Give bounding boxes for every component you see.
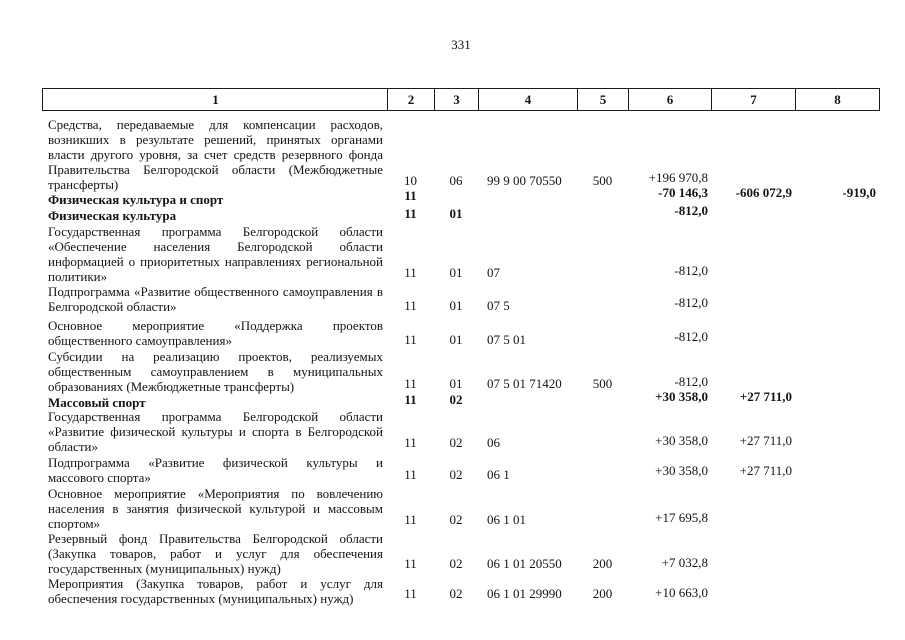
target-item-code: 07 5 01 71420	[487, 376, 562, 391]
target-item-code: 07 5	[487, 298, 510, 313]
expense-type-code: 500	[592, 376, 613, 391]
section-code: 11	[404, 188, 417, 203]
target-item-code: 07	[487, 265, 500, 280]
description-line: общественным самоуправлением в муниципальных	[48, 364, 383, 379]
description-line: массового спорта»	[48, 470, 151, 485]
table-header	[42, 88, 880, 111]
section-code: 11	[404, 586, 417, 601]
description-line: Государственная программа Белгородской области	[48, 409, 383, 424]
row-description	[48, 455, 383, 485]
subsection-code: 02	[449, 467, 463, 482]
row-description	[48, 486, 383, 531]
description-line: Субсидии на реализацию проектов, реализуемых	[48, 349, 383, 364]
target-item-code: 06 1 01 20550	[487, 556, 562, 571]
amount-col-6: +196 970,8	[648, 170, 708, 185]
amount-col-6: -812,0	[674, 263, 708, 278]
amount-col-6: +30 358,0	[655, 463, 708, 478]
description-line: политики»	[48, 269, 108, 284]
header-cell-2: 2	[387, 89, 434, 110]
description-line: Белгородской области»	[48, 299, 177, 314]
description-line: Правительства Белгородской области (Межбюджетные	[48, 162, 383, 177]
expense-type-code: 200	[592, 556, 613, 571]
description-line: (Закупка товаров, работ и услуг для обеспечения	[48, 546, 383, 561]
amount-col-6: -70 146,3	[658, 185, 708, 200]
row-description	[48, 409, 383, 454]
description-line: государственных (муниципальных) нужд)	[48, 561, 281, 576]
row-description	[48, 531, 383, 576]
subsection-code: 01	[449, 265, 463, 280]
description-line: Физическая культура	[48, 208, 177, 223]
amount-col-7: +27 711,0	[739, 433, 792, 448]
target-item-code: 07 5 01	[487, 332, 526, 347]
section-code: 11	[404, 376, 417, 391]
description-line: Подпрограмма «Развитие общественного самоуправления в	[48, 284, 383, 299]
description-line: «Обеспечение населения Белгородской области	[48, 239, 383, 254]
subsection-code: 01	[449, 332, 463, 347]
description-line: Резервный фонд Правительства Белгородской области	[48, 531, 383, 546]
target-item-code: 06 1	[487, 467, 510, 482]
row-description	[48, 318, 383, 348]
amount-col-6: +30 358,0	[655, 433, 708, 448]
target-item-code: 99 9 00 70550	[487, 173, 562, 188]
description-line: Средства, передаваемые для компенсации расходов,	[48, 117, 383, 132]
description-line: трансферты)	[48, 177, 119, 192]
description-line: спортом»	[48, 516, 101, 531]
subsection-code: 02	[449, 435, 463, 450]
subsection-code: 01	[449, 206, 463, 221]
section-code: 11	[404, 512, 417, 527]
description-line: «Развитие физической культуры и спорта в Белгородской	[48, 424, 383, 439]
amount-col-6: +30 358,0	[655, 389, 708, 404]
description-line: населения в занятия физической культурой и массовым	[48, 501, 383, 516]
subsection-code: 02	[449, 512, 463, 527]
section-code: 11	[404, 435, 417, 450]
amount-col-6: +7 032,8	[661, 555, 708, 570]
subsection-code: 02	[449, 556, 463, 571]
row-description	[48, 395, 383, 410]
section-code: 11	[404, 265, 417, 280]
description-line: Основное мероприятие «Мероприятия по вовлечению	[48, 486, 383, 501]
description-line: власти другого уровня, за счет средств резервного фонда	[48, 147, 383, 162]
subsection-code: 01	[449, 376, 463, 391]
description-line: Массовый спорт	[48, 395, 146, 410]
target-item-code: 06	[487, 435, 500, 450]
description-line: Мероприятия (Закупка товаров, работ и услуг для	[48, 576, 383, 591]
section-code: 11	[404, 332, 417, 347]
description-line: области»	[48, 439, 98, 454]
amount-col-6: +17 695,8	[655, 510, 708, 525]
amount-col-7: +27 711,0	[739, 389, 792, 404]
description-line: Подпрограмма «Развитие физической культуры и	[48, 455, 383, 470]
subsection-code: 06	[449, 173, 463, 188]
section-code: 11	[404, 467, 417, 482]
header-cell-5: 5	[577, 89, 628, 110]
row-description	[48, 117, 383, 192]
subsection-code: 02	[449, 392, 463, 407]
amount-col-6: -812,0	[674, 374, 708, 389]
amount-col-7: +27 711,0	[739, 463, 792, 478]
description-line: информацией о приоритетных направлениях региональной	[48, 254, 383, 269]
page-number: 331	[451, 37, 471, 52]
description-line: Государственная программа Белгородской области	[48, 224, 383, 239]
row-description	[48, 284, 383, 314]
header-cell-7: 7	[711, 89, 795, 110]
amount-col-6: -812,0	[674, 203, 708, 218]
amount-col-7: -606 072,9	[735, 185, 792, 200]
header-cell-4: 4	[478, 89, 577, 110]
description-line: образованиях (Межбюджетные трансферты)	[48, 379, 295, 394]
subsection-code: 01	[449, 298, 463, 313]
section-code: 10	[404, 173, 417, 188]
section-code: 11	[404, 206, 417, 221]
expense-type-code: 200	[592, 586, 613, 601]
amount-col-6: -812,0	[674, 329, 708, 344]
expense-type-code: 500	[592, 173, 613, 188]
amount-col-6: -812,0	[674, 295, 708, 310]
header-cell-8: 8	[795, 89, 879, 110]
row-description	[48, 576, 383, 606]
row-description	[48, 224, 383, 284]
amount-col-6: +10 663,0	[655, 585, 708, 600]
header-cell-3: 3	[434, 89, 478, 110]
section-code: 11	[404, 556, 417, 571]
section-code: 11	[404, 298, 417, 313]
description-line: возникших в результате решений, принятых органами	[48, 132, 383, 147]
row-description	[48, 192, 383, 207]
description-line: обеспечения государственных (муниципальных) нужд)	[48, 591, 354, 606]
target-item-code: 06 1 01	[487, 512, 526, 527]
subsection-code: 02	[449, 586, 463, 601]
target-item-code: 06 1 01 29990	[487, 586, 562, 601]
row-description	[48, 349, 383, 394]
amount-col-8: -919,0	[842, 185, 876, 200]
row-description	[48, 208, 383, 223]
description-line: Физическая культура и спорт	[48, 192, 224, 207]
header-cell-6: 6	[628, 89, 711, 110]
description-line: Основное мероприятие «Поддержка проектов	[48, 318, 383, 333]
section-code: 11	[404, 392, 417, 407]
header-cell-1: 1	[212, 92, 219, 107]
description-line: общественного самоуправления»	[48, 333, 232, 348]
